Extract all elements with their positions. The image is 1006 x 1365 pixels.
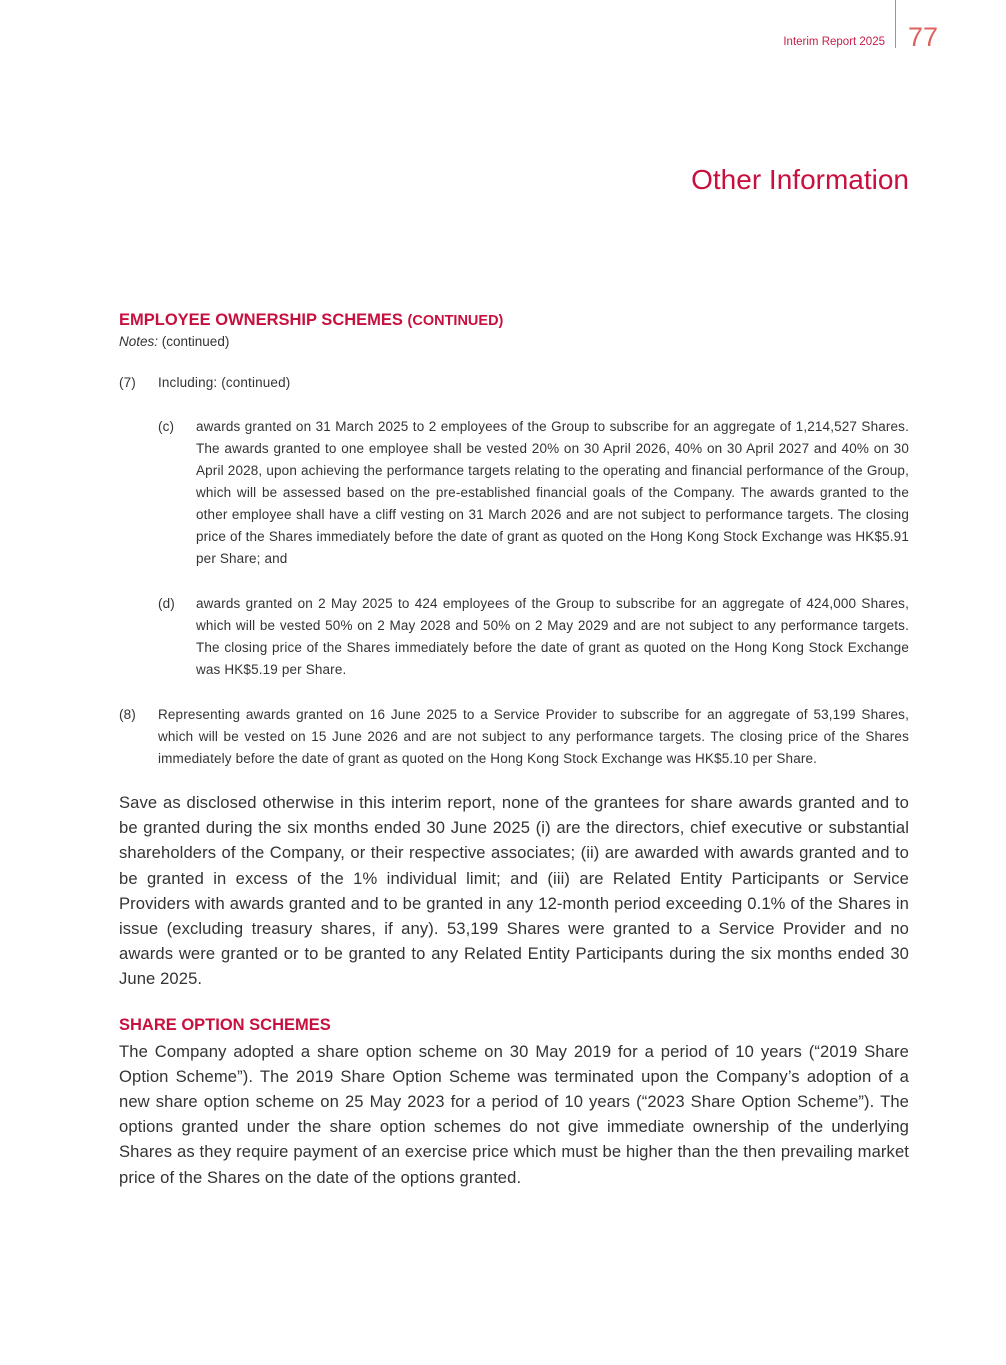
report-name: Interim Report 2025 — [783, 36, 885, 48]
subitem-label: (d) — [158, 596, 175, 611]
notes-label — [119, 334, 909, 349]
item-text: Including: (continued) — [158, 375, 291, 390]
subitem-label: (c) — [158, 419, 175, 434]
section-heading-share-option: SHARE OPTION SCHEMES — [119, 1015, 331, 1034]
item-text: Representing awards granted on 16 June 2025 to a Service Provider to subscribe for an aggregate of 53,199 Shares, which will be vested on 15 June 2026 and are not subject to any performance targets. The closing price of the Shares immediately before the date of grant as quoted on the Hong Kong Stock Exchange was HK$5.10 per Share. — [158, 707, 909, 766]
note-subitem-d — [158, 593, 909, 681]
note-subitem-c — [158, 416, 909, 570]
heading-suffix: (CONTINUED) — [407, 313, 504, 329]
subitem-text: awards granted on 31 March 2025 to 2 employees of the Group to subscribe for an aggregate of 1,214,527 Shares. The awards granted to one employee shall be vested 20% on 30 April 2026, 40% on 30 April 2027 and 40% on 30 April 2028, upon achieving the performance targets relating to the operating and financial performance of the Group, which will be assessed based on the pre-established financial goals of the Company. The awards granted to the other employee shall have a cliff vesting on 31 March 2026 and are not subject to performance targets. The closing price of the Shares immediately before the date of grant as quoted on the Hong Kong Stock Exchange was HK$5.91 per Share; and — [196, 419, 909, 566]
notes-suffix: (continued) — [158, 334, 230, 349]
item-label: (7) — [119, 375, 136, 390]
subitem-text: awards granted on 2 May 2025 to 424 employees of the Group to subscribe for an aggregate of 424,000 Shares, which will be vested 50% on 2 May 2028 and 50% on 2 May 2029 and are not subject to any performance targets. The closing price of the Shares immediately before the date of grant as quoted on the Hong Kong Stock Exchange was HK$5.19 per Share. — [196, 596, 909, 677]
page-number: 77 — [908, 22, 939, 52]
note-item-8 — [119, 704, 909, 770]
disclosure-paragraph: Save as disclosed otherwise in this interim report, none of the grantees for share awards granted and to be granted during the six months ended 30 June 2025 (i) are the directors, chief executive or substantial shareholders of the Company, or their respective associates; (ii) are awarded with awards granted and to be granted in excess of the 1% individual limit; and (iii) are Related Entity Participants or Service Providers with awards granted and to be granted in any 12-month period exceeding 0.1% of the Shares in issue (excluding treasury shares, if any). 53,199 Shares were granted to a Service Provider and no awards were granted or to be granted to any Related Entity Participants during the six months ended 30 June 2025. — [119, 793, 909, 989]
item-label: (8) — [119, 707, 136, 722]
note-item-7 — [119, 372, 909, 394]
page-title: Other Information — [691, 164, 909, 195]
content — [119, 311, 909, 1190]
section-heading-employee-ownership — [119, 311, 909, 330]
heading-text: EMPLOYEE OWNERSHIP SCHEMES — [119, 311, 403, 329]
share-option-paragraph: The Company adopted a share option scheme on 30 May 2019 for a period of 10 years (“2019 Share Option Scheme”). The 2019 Share Option Scheme was terminated upon the Company’s adoption of a new share option scheme on 25 May 2023 for a period of 10 years (“2023 Share Option Scheme”). The options granted under the share option schemes do not give immediate ownership of the underlying Shares as they require payment of an exercise price which must be higher than the then prevailing market price of the Shares on the date of the options granted. — [119, 1041, 909, 1187]
notes-italic: Notes: — [119, 334, 159, 349]
header-divider — [895, 0, 896, 48]
